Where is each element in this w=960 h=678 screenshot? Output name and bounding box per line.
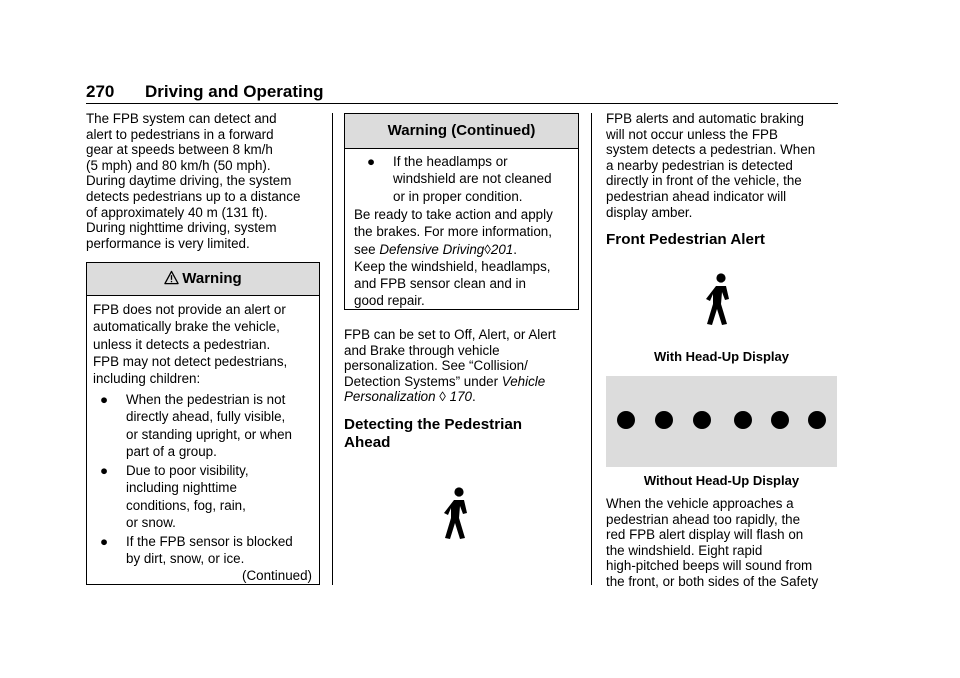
section-heading: Detecting the Pedestrian Ahead	[344, 416, 523, 451]
text-line: personalization. See “Collision/	[344, 358, 528, 374]
column-divider	[591, 113, 592, 585]
text-line: display amber.	[606, 204, 693, 220]
text-line: If the FPB sensor is blocked	[126, 534, 293, 549]
text-line: high-pitched beeps will sound from	[606, 558, 813, 574]
warning-box-continued	[344, 113, 579, 310]
text-line: good repair.	[354, 293, 425, 309]
text-line: of approximately 40 m (131 ft).	[86, 204, 268, 220]
text-line: see Defensive Driving◊201.	[354, 241, 517, 257]
alert-light-dot-icon	[693, 411, 711, 429]
alert-light-dot-icon	[655, 411, 673, 429]
text-line: a nearby pedestrian is detected	[606, 157, 793, 173]
section-heading: Front Pedestrian Alert	[606, 231, 765, 248]
text-line: the front, or both sides of the Safety	[606, 573, 819, 589]
cross-reference-link[interactable]: Vehicle	[501, 373, 546, 389]
cross-reference-link[interactable]: Personalization	[344, 389, 436, 405]
text-line: FPB does not provide an alert or	[93, 302, 286, 317]
warning-text	[93, 301, 287, 387]
text-line: Keep the windshield, headlamps,	[354, 258, 551, 274]
text-line: pedestrian ahead indicator will	[606, 188, 787, 204]
alert-lights-figure	[606, 376, 837, 467]
text-line: by dirt, snow, or ice.	[126, 551, 245, 567]
page-reference[interactable]: 201	[490, 241, 514, 257]
warning-text	[354, 206, 553, 310]
text-line: During daytime driving, the system	[86, 173, 292, 189]
page-header	[86, 82, 838, 102]
alert-light-dot-icon	[734, 411, 752, 429]
personalization-paragraph	[344, 327, 556, 405]
text-line: FPB may not detect pedestrians,	[93, 353, 288, 369]
text-line: windshield are not cleaned	[393, 171, 552, 187]
text-line: system detects a pedestrian. When	[606, 142, 816, 158]
text-line: the windshield. Eight rapid	[606, 542, 763, 558]
text-line: will not occur unless the FPB	[606, 126, 778, 142]
text-line: unless it detects a pedestrian.	[93, 336, 271, 352]
page-reference[interactable]: 170	[449, 389, 472, 405]
warning-box	[86, 262, 320, 585]
header-rule	[86, 103, 838, 104]
pedestrian-icon	[442, 486, 478, 540]
alert-light-dot-icon	[808, 411, 826, 429]
text-line: Be ready to take action and apply	[354, 207, 553, 222]
text-line: directly ahead, fully visible,	[126, 409, 286, 425]
text-line: or in proper condition.	[393, 188, 523, 204]
text-line: the brakes. For more information,	[354, 224, 552, 240]
text-line: The FPB system can detect and	[86, 111, 277, 126]
pedestrian-icon	[704, 272, 740, 326]
text-line: and FPB sensor clean and in	[354, 276, 526, 292]
text-line: and Brake through vehicle	[344, 342, 500, 358]
section-title: Driving and Operating	[145, 82, 324, 101]
bullet-icon: ●	[367, 154, 376, 169]
text-line: gear at speeds between 8 km/h	[86, 142, 273, 158]
text-line: (5 mph) and 80 km/h (50 mph).	[86, 157, 271, 173]
intro-paragraph	[86, 111, 300, 251]
text-line: red FPB alert display will flash on	[606, 527, 804, 543]
continued-label: (Continued)	[242, 568, 312, 583]
figure-caption: Without Head-Up Display	[643, 473, 800, 488]
alert-outro-paragraph	[606, 496, 818, 590]
text-line: During nighttime driving, system	[86, 220, 277, 236]
text-line: FPB can be set to Off, Alert, or Alert	[344, 327, 556, 342]
warning-triangle-icon	[164, 270, 179, 285]
text-line: conditions, fog, rain,	[126, 497, 246, 513]
text-line: including nighttime	[126, 480, 237, 496]
cross-reference-link[interactable]: Defensive Driving	[379, 241, 485, 257]
alert-light-dot-icon	[771, 411, 789, 429]
text-line: pedestrian ahead too rapidly, the	[606, 511, 801, 527]
warning-title: Warning	[182, 270, 242, 287]
figure-caption: With Head-Up Display	[654, 349, 789, 364]
alert-intro-paragraph	[606, 111, 815, 220]
bullet-icon: ●	[100, 463, 109, 478]
text-line: or snow.	[126, 514, 176, 530]
text-line: If the headlamps or	[393, 154, 508, 169]
text-line: Personalization ◊ 170.	[344, 389, 476, 405]
text-line: detects pedestrians up to a distance	[86, 188, 301, 204]
text-line: including children:	[93, 371, 201, 387]
warning-header	[87, 263, 319, 296]
alert-light-dot-icon	[617, 411, 635, 429]
text-line: part of a group.	[126, 443, 217, 459]
text-line: alert to pedestrians in a forward	[86, 126, 274, 142]
text-line: directly in front of the vehicle, the	[606, 173, 802, 189]
text-line: FPB alerts and automatic braking	[606, 111, 804, 126]
text-line: performance is very limited.	[86, 235, 250, 251]
text-line: automatically brake the vehicle,	[93, 319, 280, 335]
text-line: When the vehicle approaches a	[606, 496, 794, 511]
text-line: or standing upright, or when	[126, 426, 292, 442]
bullet-icon: ●	[100, 534, 109, 549]
warning-header: Warning (Continued)	[345, 114, 578, 149]
text-line: When the pedestrian is not	[126, 392, 286, 407]
column-divider	[332, 113, 333, 585]
text-line: Detection Systems” under Vehicle	[344, 373, 546, 389]
page-number: 270	[86, 82, 115, 101]
bullet-icon: ●	[100, 392, 109, 407]
text-line: Due to poor visibility,	[126, 463, 249, 478]
